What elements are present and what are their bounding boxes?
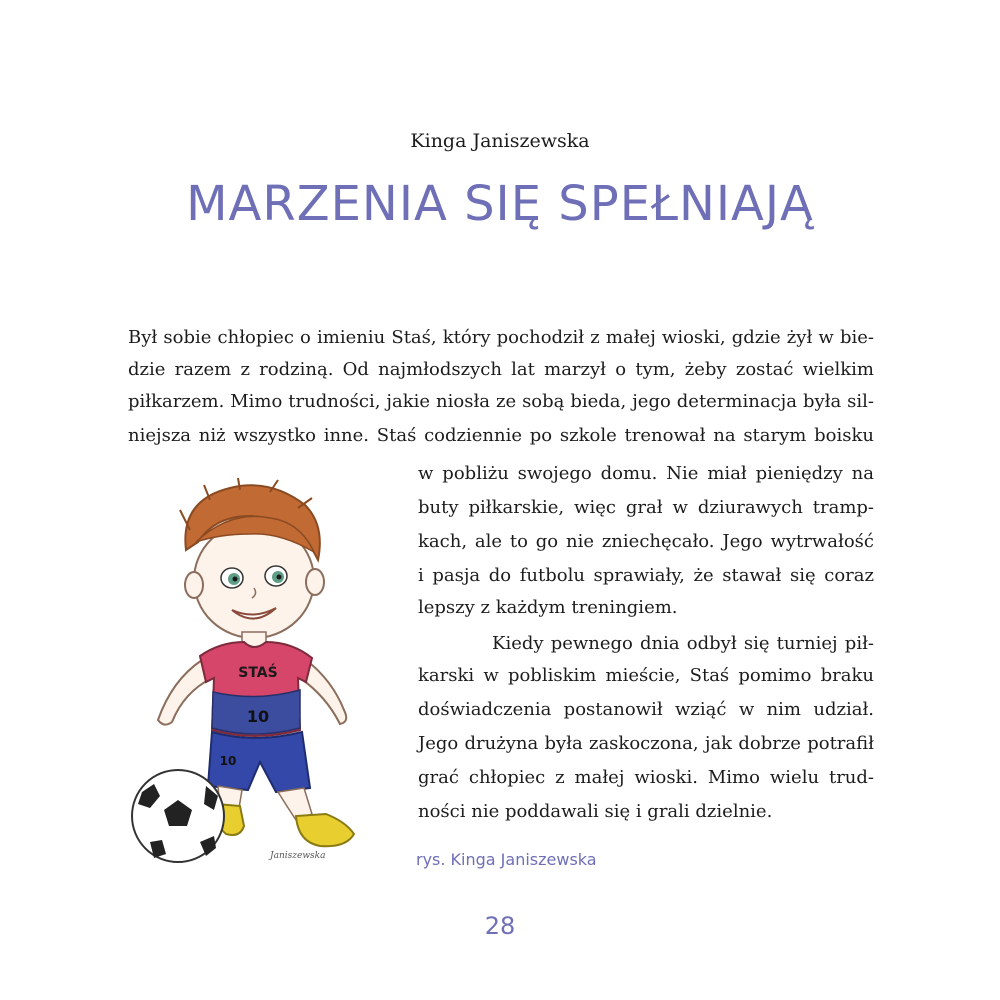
text-line: doświadczenia postanowił wziąć w nim udział. <box>418 699 874 720</box>
boy-footballer-illustration <box>120 470 400 870</box>
shirt-name-label: STAŚ <box>238 665 278 681</box>
text-line: piłkarzem. Mimo trudności, jakie niosła ze sobą bieda, jego determinacja była sil- <box>128 391 874 412</box>
artist-signature: Janiszewska <box>270 851 326 861</box>
text-line: niejsza niż wszystko inne. Staś codziennie po szkole trenował na starym boisku <box>128 425 874 446</box>
text-line: Kiedy pewnego dnia odbył się turniej pił- <box>492 633 874 654</box>
text-line: Był sobie chłopiec o imieniu Staś, który pochodził z małej wioski, gdzie żył w bie- <box>128 327 874 348</box>
text-line: karski w pobliskim mieście, Staś pomimo braku <box>418 665 874 686</box>
author-name: Kinga Janiszewska <box>410 130 590 152</box>
text-line: kach, ale to go nie zniechęcało. Jego wytrwałość <box>418 531 874 552</box>
text-line: Jego drużyna była zaskoczona, jak dobrze potrafił <box>418 733 874 754</box>
illustration-caption: rys. Kinga Janiszewska <box>416 850 597 869</box>
shirt-number-label: 10 <box>246 707 270 726</box>
story-title: MARZENIA SIĘ SPEŁNIAJĄ <box>186 176 814 232</box>
text-line: lepszy z każdym treningiem. <box>418 597 678 618</box>
text-line: dzie razem z rodziną. Od najmłodszych lat marzył o tym, żeby zostać wielkim <box>128 359 874 380</box>
right-boot <box>296 814 354 846</box>
text-line: grać chłopiec z małej wioski. Mimo wielu trud- <box>418 767 874 788</box>
text-line: ności nie poddawali się i grali dzielnie. <box>418 801 773 822</box>
text-line: i pasja do futbolu sprawiały, że stawał się coraz <box>418 565 874 586</box>
page-number: 28 <box>484 912 516 940</box>
text-line: w pobliżu swojego domu. Nie miał pieniędzy na <box>418 463 874 484</box>
text-line: buty piłkarskie, więc grał w dziurawych tramp- <box>418 497 874 518</box>
shorts-number-label: 10 <box>219 754 237 768</box>
